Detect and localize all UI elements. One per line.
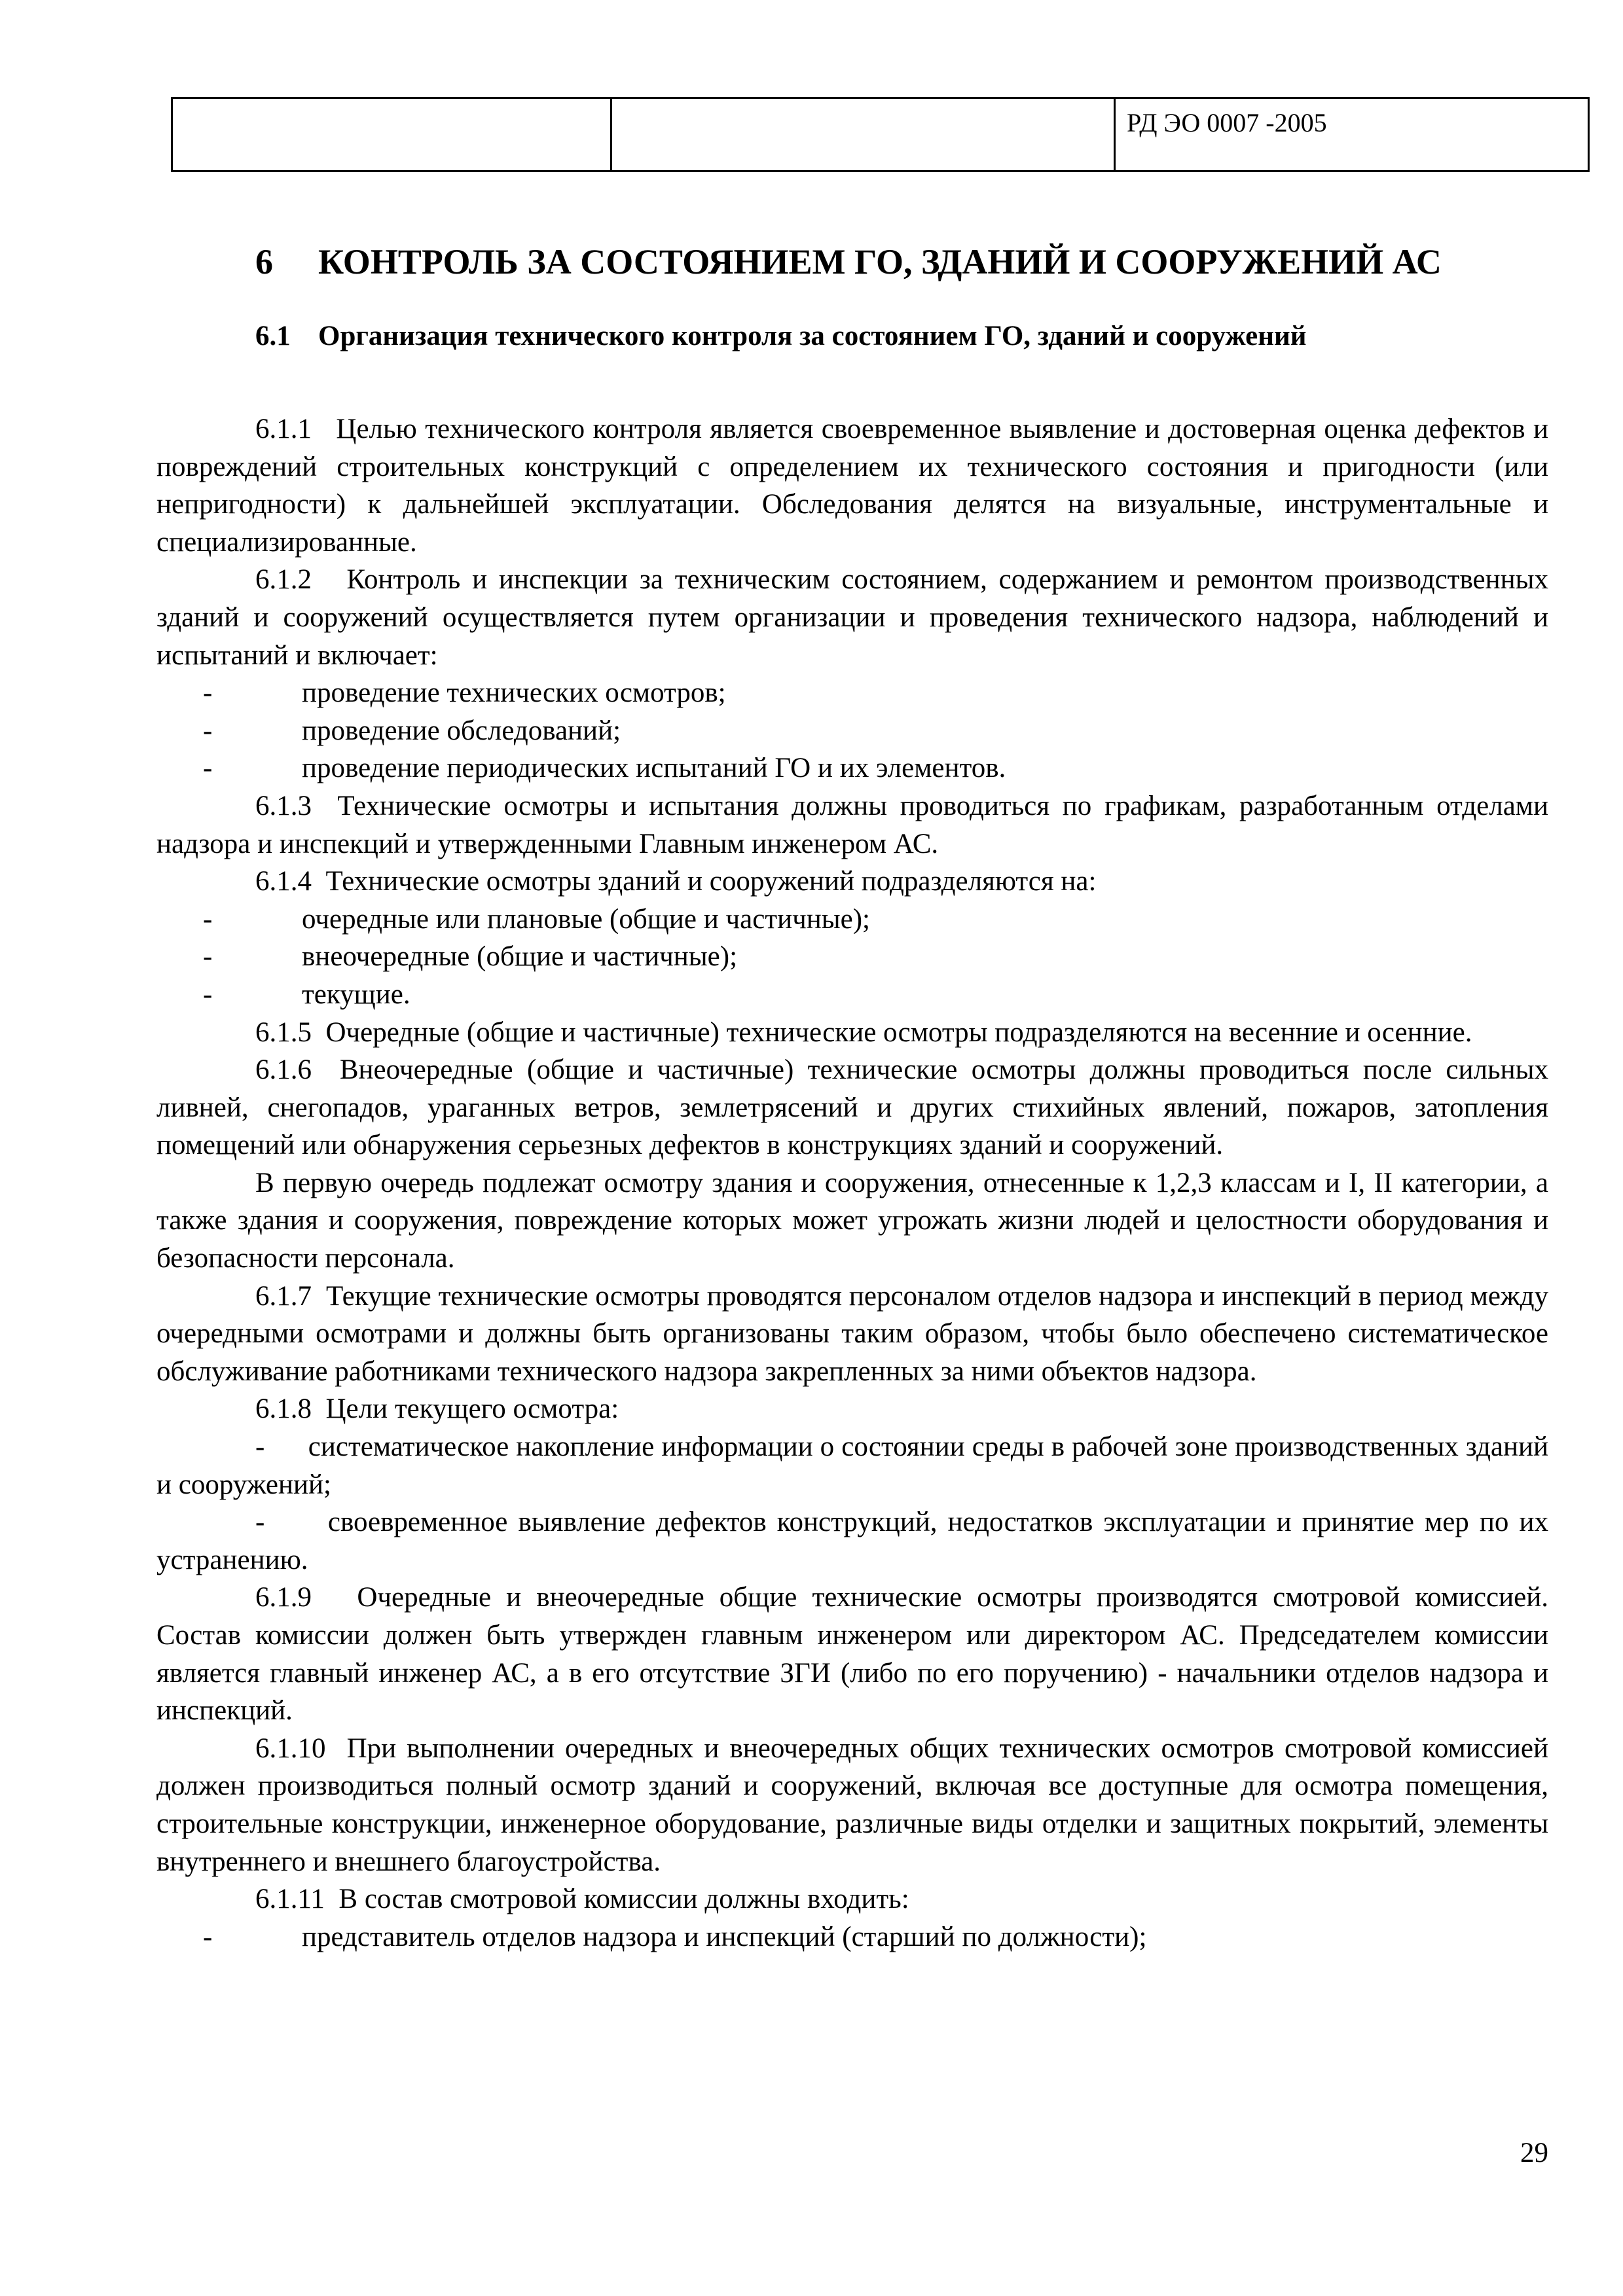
document-body (156, 410, 1548, 1956)
paragraph-text: Технические осмотры зданий и сооружений подразделяются на: (325, 866, 1097, 897)
list-item (156, 712, 1548, 750)
paragraph-number: 6.1.9 (255, 1582, 312, 1613)
list-item (156, 901, 1548, 939)
list-dash: - (203, 753, 213, 784)
page-number: 29 (1520, 2138, 1548, 2168)
paragraph-number: 6.1.4 (255, 866, 312, 897)
paragraph-number: 6.1.2 (255, 564, 312, 596)
paragraph-number: 6.1.5 (255, 1016, 312, 1048)
paragraph-6-1-5 (156, 1014, 1548, 1052)
list-item-text: проведение обследований; (302, 715, 621, 746)
list-dash: - (203, 941, 213, 973)
section-number: 6 (255, 242, 273, 281)
paragraph-6-1-4 (156, 863, 1548, 901)
list-item (156, 749, 1548, 787)
paragraph-number: 6.1.11 (255, 1884, 325, 1915)
list-item-text: своевременное выявление дефектов конструкций, недостатков эксплуатации и принятие мер по их устранению. (156, 1507, 1548, 1575)
paragraph-6-1-3 (156, 787, 1548, 863)
list-item-text: представитель отделов надзора и инспекций (старший по должности); (302, 1921, 1147, 1952)
list-item (156, 1503, 1548, 1579)
paragraph-number: 6.1.8 (255, 1393, 312, 1425)
section-heading (255, 241, 1442, 283)
paragraph-text: Цели текущего осмотра: (325, 1393, 619, 1425)
list-item-text: проведение технических осмотров; (302, 677, 726, 709)
list-dash: - (203, 978, 213, 1010)
list-dash: - (203, 1921, 213, 1952)
header-cell-1 (172, 98, 611, 171)
paragraph-text: Контроль и инспекции за техническим состоянием, содержанием и ремонтом производственных зданий и сооружений осуществляется путем организации и проведения технического надзора, наблюдений и испытаний и включает: (156, 564, 1549, 671)
paragraph-6-1-8 (156, 1390, 1548, 1428)
header-cell-2 (611, 98, 1115, 171)
paragraph-number: 6.1.3 (255, 790, 312, 821)
list-item-text: текущие. (302, 978, 410, 1010)
section-title: КОНТРОЛЬ ЗА СОСТОЯНИЕМ ГО, ЗДАНИЙ И СООРУЖЕНИЙ АС (318, 242, 1442, 281)
list-item (156, 674, 1548, 712)
paragraph-number: 6.1.7 (255, 1280, 312, 1312)
document-header-table (171, 97, 1590, 172)
paragraph-6-1-11 (156, 1880, 1548, 1918)
paragraph-number: 6.1.10 (255, 1732, 326, 1764)
paragraph-text: Технические осмотры и испытания должны проводиться по графикам, разработанным отделами надзора и инспекций и утвержденными Главным инженером АС. (156, 790, 1549, 859)
paragraph-6-1-2 (156, 561, 1548, 674)
paragraph-6-1-1 (156, 410, 1548, 561)
paragraph-text: Очередные (общие и частичные) технические осмотры подразделяются на весенние и осенние. (325, 1016, 1472, 1048)
paragraph-text: В состав смотровой комиссии должны входить: (338, 1884, 909, 1915)
document-code: РД ЭО 0007 -2005 (1115, 98, 1589, 171)
list-item (156, 976, 1548, 1014)
list-dash: - (203, 715, 213, 746)
paragraph-text: Внеочередные (общие и частичные) технические осмотры должны проводиться после сильных ливней, снегопадов, ураганных ветров, землетрясений и других стихийных явлений, пожаров, затопления помещений или обнаружения серьезных дефектов в конструкциях зданий и сооружений. (156, 1054, 1549, 1161)
list-dash: - (255, 1431, 265, 1463)
list-item-text: очередные или плановые (общие и частичные); (302, 903, 870, 935)
subsection-number: 6.1 (255, 321, 291, 351)
paragraph-number: 6.1.1 (255, 414, 312, 444)
paragraph-6-1-9 (156, 1579, 1548, 1729)
paragraph-text: Текущие технические осмотры проводятся персоналом отделов надзора и инспекций в период между очередными осмотрами и должны быть организованы таким образом, чтобы было обеспечено систематическое обслуживание работниками технического надзора закрепленных за ними объектов надзора. (156, 1280, 1548, 1387)
paragraph-6-1-6-continued: В первую очередь подлежат осмотру здания и сооружения, отнесенные к 1,2,3 классам и I, II категории, а также здания и сооружения, повреждение которых может угрожать жизни людей и целостности оборудования и безопасности персонала. (156, 1167, 1548, 1274)
list-item-text: систематическое накопление информации о состоянии среды в рабочей зоне производственных зданий и сооружений; (156, 1431, 1549, 1500)
list-item (156, 1428, 1548, 1503)
paragraph-text: Очередные и внеочередные общие технические осмотры производятся смотровой комиссией. Состав комиссии должен быть утвержден главным инженером или директором АС. Председателем комиссии является главный инженер АС, а в его отсутствие ЗГИ (либо по его поручению) - начальники отделов надзора и инспекций. (156, 1582, 1549, 1727)
list-item-text: внеочередные (общие и частичные); (302, 941, 738, 973)
list-item (156, 1918, 1548, 1956)
list-item (156, 938, 1548, 976)
paragraph-text: Целью технического контроля является своевременное выявление и достоверная оценка дефектов и повреждений строительных конструкций с определением их технического состояния и пригодности (или непригодности) к дальнейшей эксплуатации. Обследования делятся на визуальные, инструментальные и специализированные. (156, 414, 1548, 558)
paragraph-text: При выполнении очередных и внеочередных общих технических осмотров смотровой комиссией должен производиться полный осмотр зданий и сооружений, включая все доступные для осмотра помещения, строительные конструкции, инженерное оборудование, различные виды отделки и защитных покрытий, элементы внутреннего и внешнего благоустройства. (156, 1732, 1548, 1877)
subsection-title: Организация технического контроля за состоянием ГО, зданий и сооружений (318, 321, 1307, 351)
paragraph-6-1-10 (156, 1730, 1548, 1880)
subsection-heading (255, 319, 1307, 353)
paragraph-6-1-7 (156, 1278, 1548, 1391)
paragraph-6-1-6 (156, 1051, 1548, 1164)
list-item-text: проведение периодических испытаний ГО и их элементов. (302, 753, 1006, 784)
paragraph-number: 6.1.6 (255, 1054, 312, 1086)
list-dash: - (255, 1507, 265, 1538)
list-dash: - (203, 677, 213, 709)
list-dash: - (203, 903, 213, 935)
